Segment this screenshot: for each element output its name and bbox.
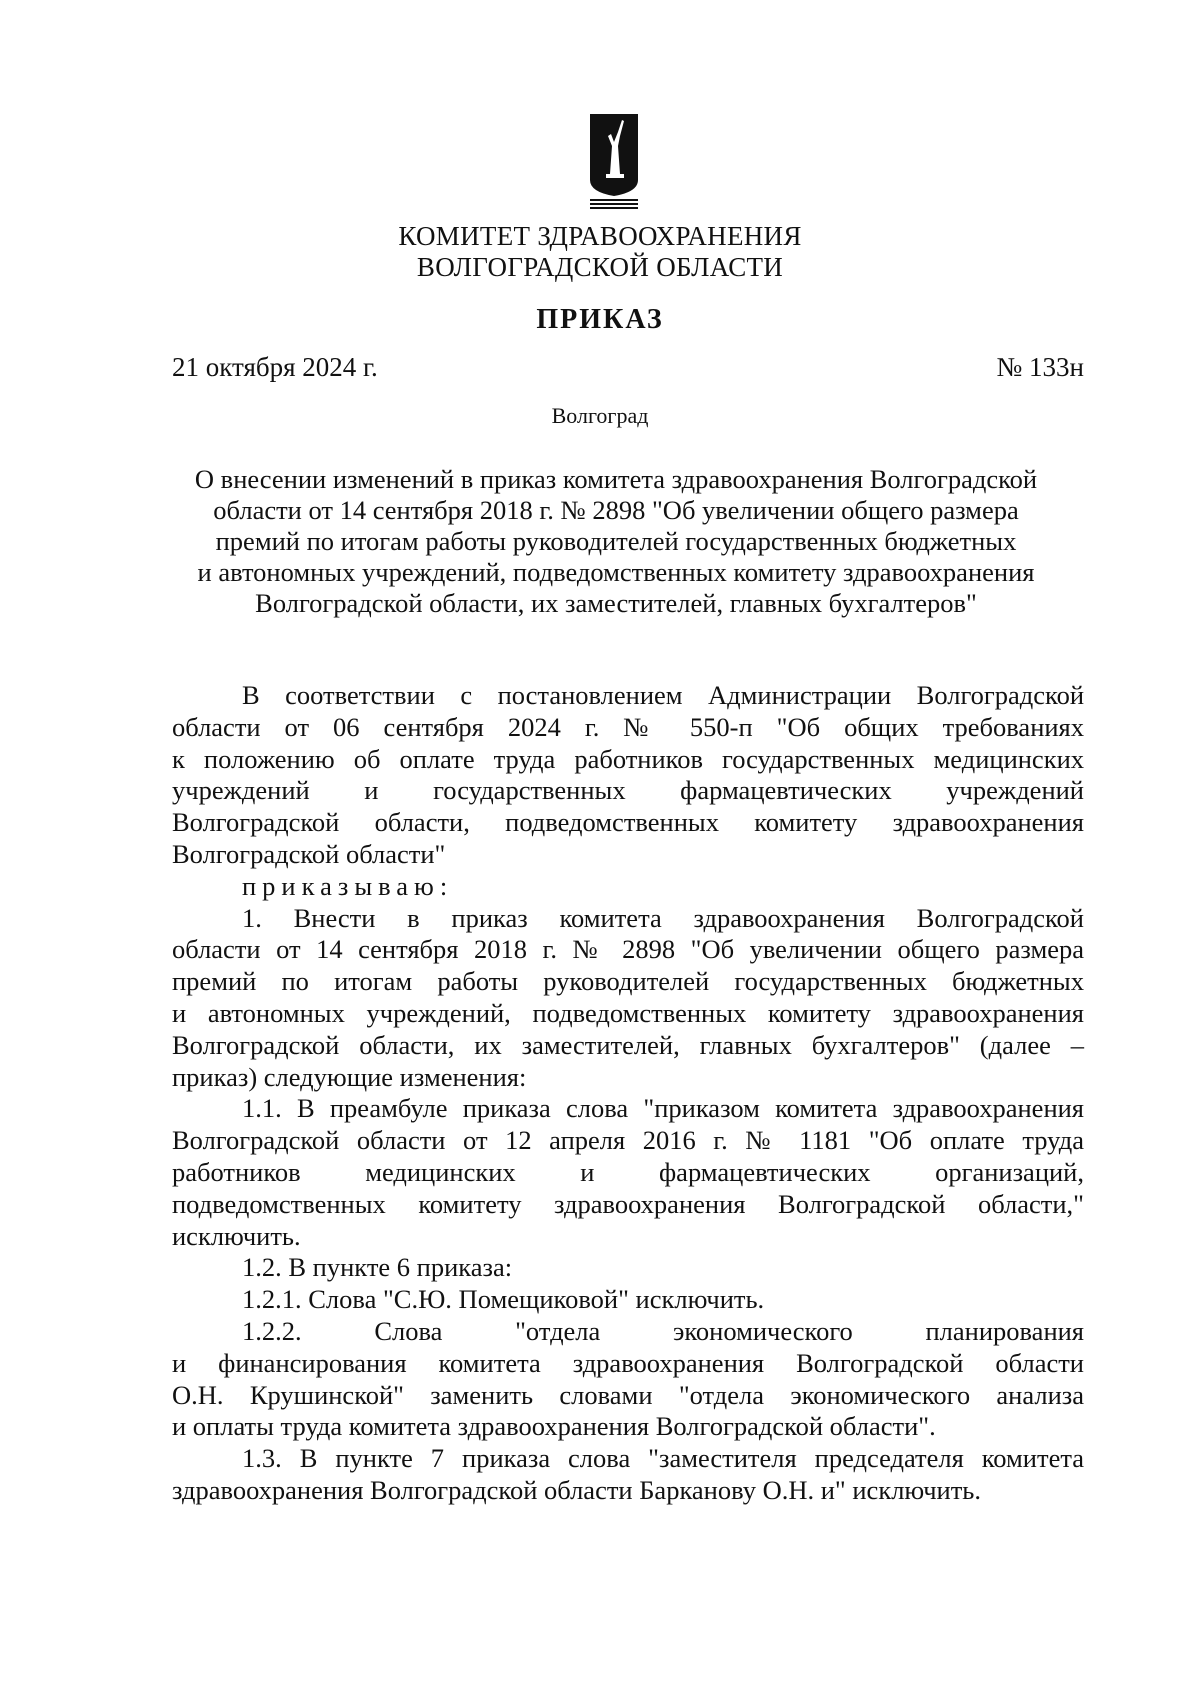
order-verb: приказываю:	[242, 870, 454, 901]
body-line: и оплаты труда комитета здравоохранения Волгоградской области".	[172, 1411, 936, 1442]
body-line: 1.1. В преамбуле приказа слова "приказом комитета здравоохранения	[242, 1093, 1084, 1124]
body-line: 1. Внести в приказ комитета здравоохранения Волгоградской	[242, 902, 1084, 933]
coat-of-arms-icon	[588, 112, 640, 210]
organization-name-line-2: ВОЛГОГРАДСКОЙ ОБЛАСТИ	[416, 252, 784, 282]
organization-name-line-1: КОМИТЕТ ЗДРАВООХРАНЕНИЯ	[398, 221, 802, 251]
body-line: и финансирования комитета здравоохранения Волгоградской области	[172, 1347, 1084, 1378]
body-line: 1.2.1. Слова "С.Ю. Помещиковой" исключить.	[242, 1284, 765, 1315]
order-number: № 133н	[996, 352, 1084, 382]
body-line: О.Н. Крушинской" заменить словами "отдела экономического анализа	[172, 1379, 1084, 1410]
body-line: к положению об оплате труда работников государственных медицинских	[172, 743, 1084, 774]
document-type-title: ПРИКАЗ	[536, 304, 664, 335]
body-line: и автономных учреждений, подведомственных комитету здравоохранения	[172, 997, 1084, 1028]
body-line: Волгоградской области от 12 апреля 2016 г. № 1181 "Об оплате труда	[172, 1125, 1084, 1156]
body-line: премий по итогам работы руководителей государственных бюджетных	[172, 966, 1084, 997]
coat-of-arms-emblem	[588, 112, 640, 210]
body-line: 1.2. В пункте 6 приказа:	[242, 1252, 513, 1283]
order-body	[172, 680, 1084, 1507]
body-line: Волгоградской области"	[172, 838, 446, 869]
body-line: В соответствии с постановлением Администрации Волгоградской	[242, 680, 1084, 710]
body-line: подведомственных комитету здравоохранения Волгоградской области,"	[172, 1188, 1084, 1219]
subject-line: Волгоградской области, их заместителей, главных бухгалтеров"	[255, 588, 977, 618]
body-line: исключить.	[172, 1220, 301, 1251]
body-line: Волгоградской области, подведомственных комитету здравоохранения	[172, 807, 1084, 838]
subject-line: области от 14 сентября 2018 г. № 2898 "Об увеличении общего размера	[213, 495, 1019, 525]
body-line: 1.3. В пункте 7 приказа слова "заместителя председателя комитета	[242, 1443, 1084, 1474]
body-line: работников медицинских и фармацевтических организаций,	[172, 1156, 1084, 1187]
body-line: учреждений и государственных фармацевтических учреждений	[172, 775, 1084, 806]
body-line: Волгоградской области, их заместителей, главных бухгалтеров" (далее –	[172, 1029, 1084, 1060]
city-name: Волгоград	[551, 403, 649, 428]
subject-line: О внесении изменений в приказ комитета здравоохранения Волгоградской	[194, 464, 1038, 494]
order-date: 21 октября 2024 г.	[172, 352, 378, 382]
body-line: области от 06 сентября 2024 г. № 550-п "Об общих требованиях	[172, 711, 1084, 742]
body-line: приказ) следующие изменения:	[172, 1061, 527, 1092]
body-line: 1.2.2. Слова "отдела экономического планирования	[242, 1315, 1084, 1346]
body-line: области от 14 сентября 2018 г. № 2898 "Об увеличении общего размера	[172, 934, 1084, 965]
date-number-row	[172, 352, 1084, 386]
order-subject	[150, 464, 1082, 619]
subject-line: и автономных учреждений, подведомственных комитету здравоохранения	[197, 557, 1035, 587]
subject-line: премий по итогам работы руководителей государственных бюджетных	[215, 526, 1017, 556]
body-line: здравоохранения Волгоградской области Барканову О.Н. и" исключить.	[172, 1474, 982, 1505]
